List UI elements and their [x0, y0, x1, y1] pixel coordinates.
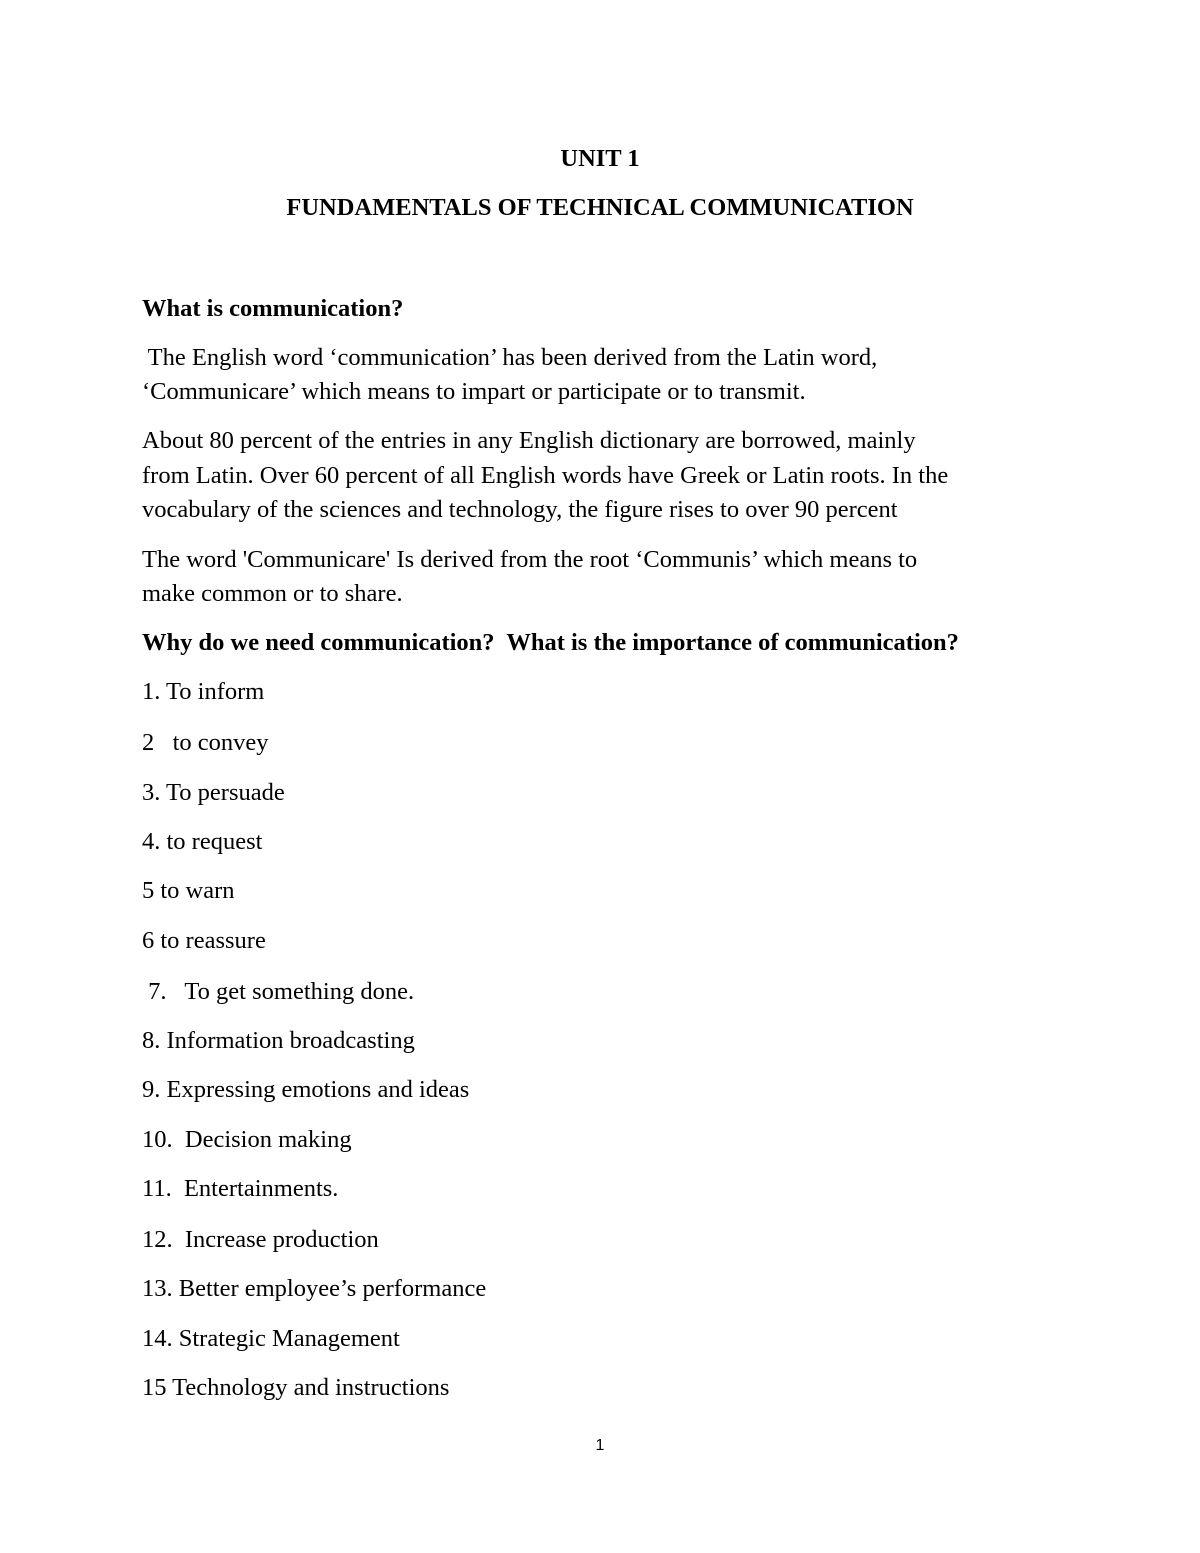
paragraph-line: ‘Communicare’ which means to impart or participate or to transmit. [142, 378, 806, 405]
paragraph-line: The English word ‘communication’ has been derived from the Latin word, [142, 344, 878, 371]
section-heading-importance: Why do we need communication? What is the importance of communication? [142, 629, 959, 656]
paragraph-line: About 80 percent of the entries in any English dictionary are borrowed, mainly [142, 427, 916, 454]
list-item: 12. Increase production [142, 1226, 379, 1253]
subject-title: FUNDAMENTALS OF TECHNICAL COMMUNICATION [286, 194, 914, 221]
list-item: 1. To inform [142, 678, 265, 705]
paragraph-line: make common or to share. [142, 580, 403, 607]
paragraph-line: from Latin. Over 60 percent of all English words have Greek or Latin roots. In the [142, 462, 949, 489]
list-item: 13. Better employee’s performance [142, 1275, 487, 1302]
paragraph-line: vocabulary of the sciences and technology, the figure rises to over 90 percent [142, 496, 898, 523]
list-item: 6 to reassure [142, 927, 266, 954]
unit-title: UNIT 1 [560, 145, 640, 172]
list-item: 3. To persuade [142, 779, 285, 806]
list-item: 10. Decision making [142, 1126, 352, 1153]
list-item: 9. Expressing emotions and ideas [142, 1076, 470, 1103]
list-item: 11. Entertainments. [142, 1175, 339, 1202]
section-heading-what-is-communication: What is communication? [142, 295, 404, 322]
paragraph-line: The word 'Communicare' Is derived from the root ‘Communis’ which means to [142, 546, 918, 573]
list-item: 7. To get something done. [142, 978, 415, 1005]
list-item: 2 to convey [142, 729, 269, 756]
list-item: 14. Strategic Management [142, 1325, 400, 1352]
list-item: 8. Information broadcasting [142, 1027, 415, 1054]
list-item: 5 to warn [142, 877, 235, 904]
list-item: 4. to request [142, 828, 263, 855]
page-number: 1 [595, 1437, 605, 1454]
list-item: 15 Technology and instructions [142, 1374, 450, 1401]
